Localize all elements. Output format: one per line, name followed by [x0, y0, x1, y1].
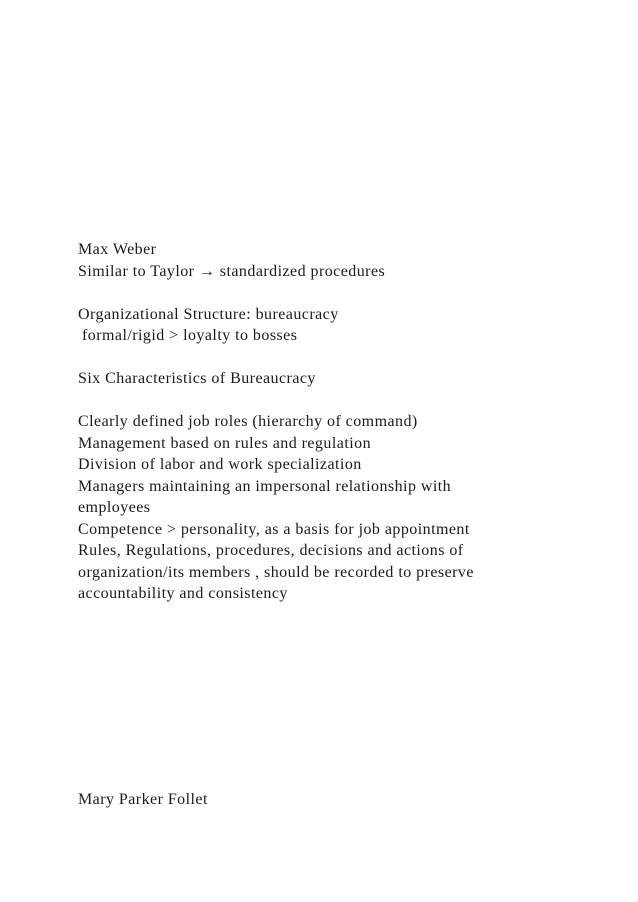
characteristic-line: Rules, Regulations, procedures, decisions and actions of: [78, 542, 464, 559]
characteristic-line: Managers maintaining an impersonal relationship with: [78, 477, 452, 495]
spacer: [78, 390, 598, 412]
section-heading-follet: Mary Parker Follet: [78, 791, 208, 808]
spacer: [78, 347, 598, 369]
characteristics-title: Six Characteristics of Bureaucracy: [78, 370, 316, 387]
characteristic-line: Management based on rules and regulation: [78, 434, 372, 452]
weber-section: [78, 239, 598, 605]
characteristic-line: accountability and consistency: [78, 585, 288, 602]
structure-detail-line: formal/rigid > loyalty to bosses: [82, 327, 298, 344]
characteristics-list: [78, 411, 598, 605]
characteristic-line: Clearly defined job roles (hierarchy of command): [78, 413, 418, 430]
characteristic-line: Division of labor and work specialization: [78, 456, 362, 473]
intro-line: Similar to Taylor → standardized procedures: [78, 262, 386, 280]
section-heading-weber: Max Weber: [78, 241, 157, 258]
spacer: [78, 282, 598, 304]
follet-section: [78, 789, 598, 811]
characteristic-line: organization/its members , should be recorded to preserve: [78, 563, 474, 581]
structure-line: Organizational Structure: bureaucracy: [78, 305, 339, 323]
characteristic-line: employees: [78, 499, 151, 516]
characteristic-line: Competence > personality, as a basis for job appointment: [78, 520, 470, 538]
